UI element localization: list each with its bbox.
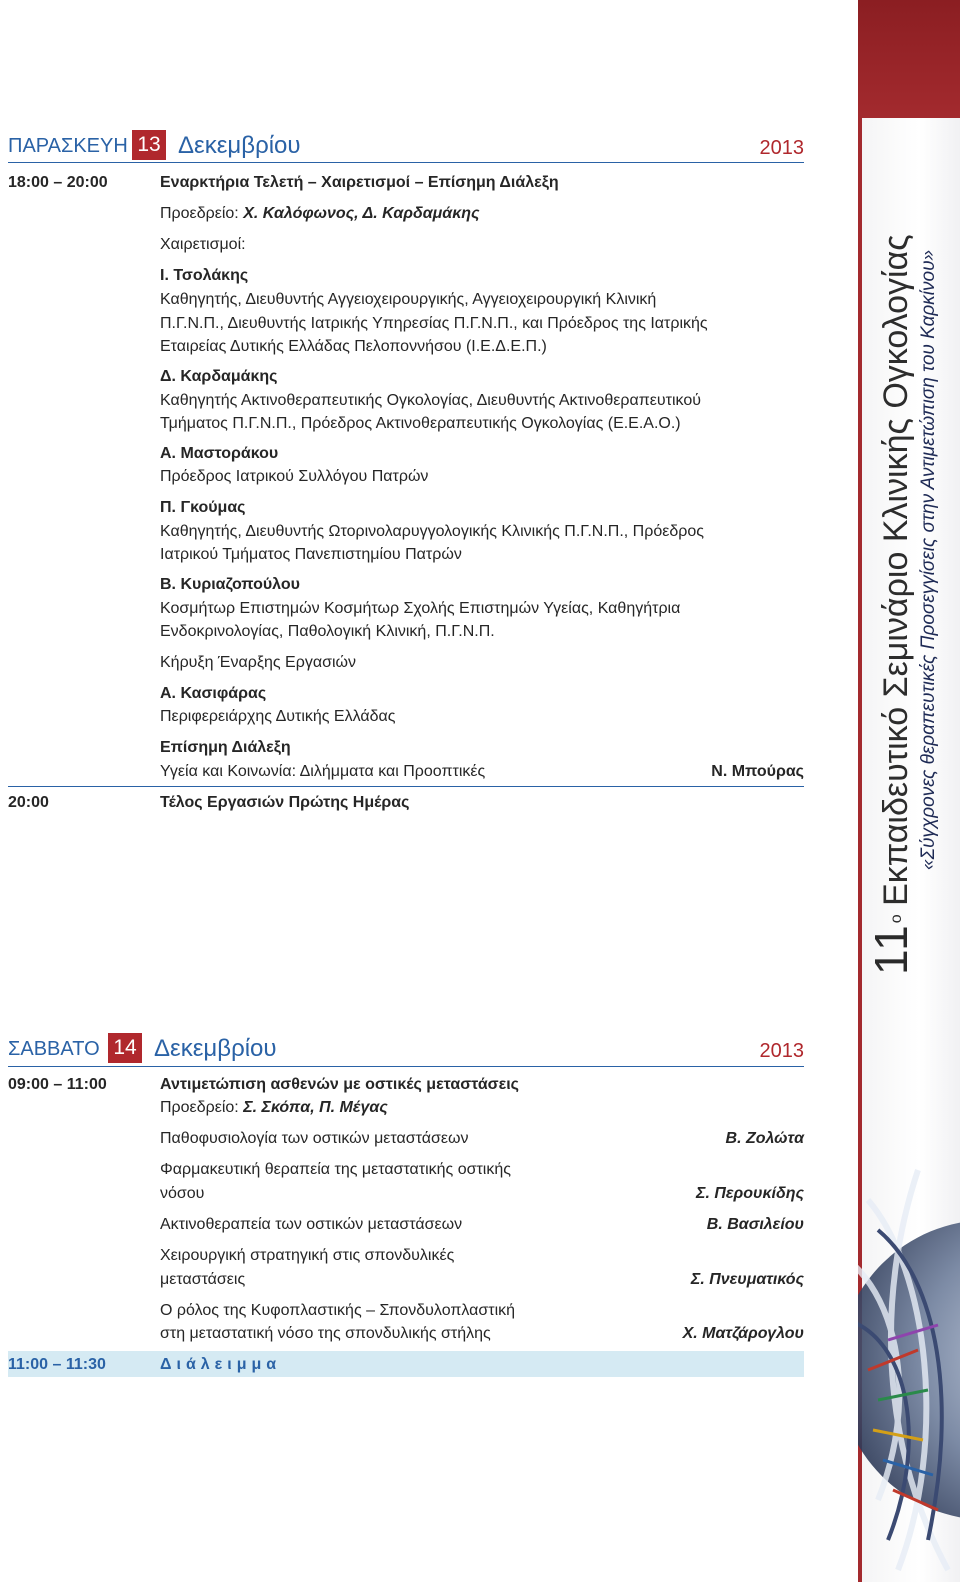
break-label: Διάλειμμα [160,1356,282,1373]
day2-chair-names: Σ. Σκόπα, Π. Μέγας [243,1099,388,1116]
speaker-name: Π. Γκούμας [160,499,246,516]
day1-month: Δεκεμβρίου [178,132,301,159]
seminar-title: Εκπαιδευτικό Σεμινάριο Κλινικής Ογκολογίας [877,234,915,906]
day1-chair: Προεδρείο: Χ. Καλόφωνος, Δ. Καρδαμάκης [160,205,480,222]
speaker-role: Καθηγητής Ακτινοθεραπευτικής Ογκολογίας, Διευθυντής Ακτινοθεραπευτικού [160,392,701,409]
talk-title: στη μεταστατική νόσο της σπονδυλικής στήλης [160,1325,491,1342]
speaker-role: Ενδοκρινολογίας, Παθολογική Κλινική, Π.Γ.Ν.Π. [160,623,495,640]
day1-weekday: ΠΑΡΑΣΚΕΥΗ [8,135,128,157]
day2-year: 2013 [759,1040,804,1062]
day2-session-title: Αντιμετώπιση ασθενών με οστικές μεταστάσεις [160,1076,519,1093]
day2-header-rule [8,1066,804,1067]
speaker-role: Καθηγητής, Διευθυντής Αγγειοχειρουργικής, Αγγειοχειρουργική Κλινική [160,291,657,308]
opening-speaker-name: Α. Κασιφάρας [160,685,267,702]
day2-weekday: ΣΑΒΒΑΤΟ [8,1038,100,1060]
talk-speaker: Σ. Πνευματικός [690,1271,804,1288]
day1-year: 2013 [759,137,804,159]
edition-suffix: ο [887,914,905,924]
talk-speaker: Β. Βασιλείου [706,1216,804,1233]
talk-speaker: Σ. Περουκίδης [696,1185,804,1202]
speaker-role: Ιατρικού Τμήματος Πανεπιστημίου Πατρών [160,546,462,563]
day1-session-end-rule [8,786,804,787]
speaker-name: Β. Κυριαζοπούλου [160,576,300,593]
day2-date-badge: 14 [108,1033,142,1063]
talk-speaker: Β. Ζολώτα [725,1130,804,1147]
speaker-role: Πρόεδρος Ιατρικού Συλλόγου Πατρών [160,468,429,485]
day1-lecture-speaker: Ν. Μπούρας [711,763,804,780]
talk-title: Ο ρόλος της Κυφοπλαστικής – Σπονδυλοπλαστική [160,1302,516,1319]
seminar-subtitle: «Σύγχρονες θεραπευτικές Προσεγγίσεις στην Αντιμετώπιση του Καρκίνου» [918,249,939,870]
day2-session-time: 09:00 – 11:00 [8,1076,107,1093]
speaker-name: Δ. Καρδαμάκης [160,368,278,385]
talk-title: Χειρουργική στρατηγική στις σπονδυλικές [160,1247,455,1264]
day1-chair-names: Χ. Καλόφωνος, Δ. Καρδαμάκης [243,205,480,222]
day1-header-rule [8,162,804,163]
speaker-role: Καθηγητής, Διευθυντής Ωτορινολαρυγγολογικής Κλινικής Π.Γ.Ν.Π., Πρόεδρος [160,523,704,540]
day1-date-badge: 13 [132,130,166,160]
talk-title: Φαρμακευτική θεραπεία της μεταστατικής οστικής [160,1161,511,1178]
speaker-role: Κοσμήτωρ Επιστημών Κοσμήτωρ Σχολής Επιστημών Υγείας, Καθηγήτρια [160,600,681,617]
speaker-name: Ι. Τσολάκης [160,267,249,284]
day2-chair: Προεδρείο: Σ. Σκόπα, Π. Μέγας [160,1099,388,1116]
dna-globe-illustration [858,1140,960,1582]
day2-header [8,1027,804,1063]
sidebar-vertical-title [866,215,950,975]
speaker-name: Α. Μαστοράκου [160,445,279,462]
seminar-sidebar [858,0,960,1582]
speaker-role: Τμήματος Π.Γ.Ν.Π., Πρόεδρος Ακτινοθεραπευτικής Ογκολογίας (Ε.Ε.Α.Ο.) [160,415,681,432]
talk-speaker: Χ. Ματζάρογλου [682,1325,804,1342]
talk-title: Παθοφυσιολογία των οστικών μεταστάσεων [160,1130,469,1147]
speaker-role: Π.Γ.Ν.Π., Διευθυντής Ιατρικής Υπηρεσίας Π.Γ.Ν.Π., και Πρόεδρος της Ιατρικής [160,315,708,332]
speaker-role: Εταιρείας Δυτικής Ελλάδας Πελοποννήσου (Ι.Ε.Δ.Ε.Π.) [160,338,547,355]
day1-session-title: Εναρκτήρια Τελετή – Χαιρετισμοί – Επίσημη Διάλεξη [160,174,559,191]
day1-lecture-label: Επίσημη Διάλεξη [160,739,291,756]
day1-opening-label: Κήρυξη Έναρξης Εργασιών [160,654,356,671]
talk-title: μεταστάσεις [160,1271,246,1288]
day1-greetings-label: Χαιρετισμοί: [160,236,246,253]
break-row [8,1351,804,1377]
opening-speaker-role: Περιφερειάρχης Δυτικής Ελλάδας [160,708,396,725]
day1-header [8,124,804,160]
talk-title: Ακτινοθεραπεία των οστικών μεταστάσεων [160,1216,463,1233]
edition-number: 11 [865,923,917,975]
sidebar-top-band [858,0,960,118]
talk-title: νόσου [160,1185,205,1202]
day1-lecture-title: Υγεία και Κοινωνία: Διλήμματα και Προοπτικές [160,763,486,780]
break-time: 11:00 – 11:30 [8,1356,106,1373]
day1-end-time: 20:00 [8,794,49,811]
day2-month: Δεκεμβρίου [154,1035,277,1062]
day1-end-title: Τέλος Εργασιών Πρώτης Ημέρας [160,794,410,811]
day1-session-time: 18:00 – 20:00 [8,174,108,191]
